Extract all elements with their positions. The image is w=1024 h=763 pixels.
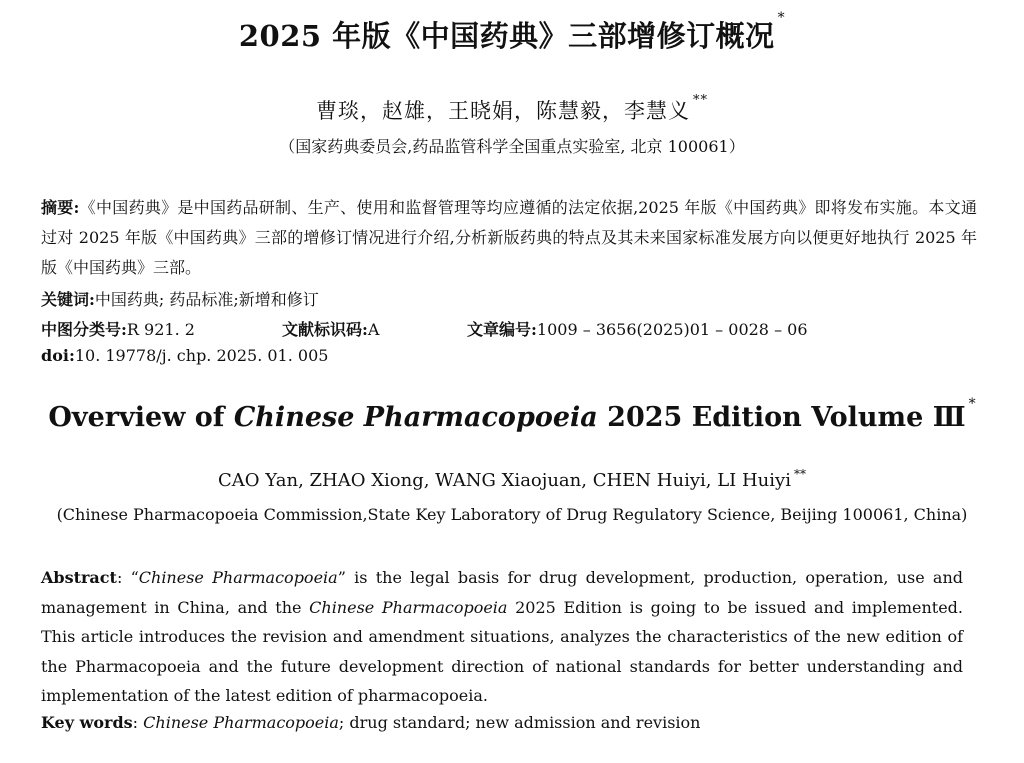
chinese-title-footnote-mark: *: [777, 10, 786, 26]
english-abstract-text-2: 2025 Edition is going to be issued and implemented. This article introduces the revision and amendment situations, analyzes the characteristics of the new edition of the Pharmacopoeia and the future development direction of national standards for better understanding and implementation of the latest edition of pharmacopoeia.: [41, 597, 964, 705]
chinese-affiliation: （国家药典委员会,药品监管科学全国重点实验室, 北京 100061）: [279, 137, 745, 156]
article-number: [467, 317, 808, 340]
english-keywords-text: ; drug standard; new admission and revision: [338, 713, 701, 732]
english-abstract-label: Abstract: [41, 568, 117, 587]
english-title: [0, 396, 1024, 433]
chinese-title-text: 2025 年版《中国药典》三部增修订概况: [238, 19, 775, 53]
english-authors-text: CAO Yan, ZHAO Xiong, WANG Xiaojuan, CHEN Huiyi, LI Huiyi: [218, 470, 791, 491]
document-code-label: 文献标识码:: [282, 320, 368, 339]
chinese-authors-footnote-mark: **: [693, 93, 708, 108]
doi-value: 10. 19778/j. chp. 2025. 01. 005: [74, 346, 329, 365]
english-abstract-sep: : “: [116, 568, 139, 587]
document-code: [282, 317, 379, 340]
document-code-value: A: [367, 320, 380, 339]
clc-number: [41, 317, 195, 340]
english-abstract-italic-1: Chinese Pharmacopoeia: [138, 568, 338, 587]
english-title-footnote-mark: *: [968, 396, 976, 412]
clc-label: 中图分类号:: [41, 320, 127, 339]
chinese-title: [0, 10, 1024, 55]
english-authors-footnote-mark: **: [793, 467, 806, 481]
chinese-authors-text: 曹琰，赵雄，王晓娟，陈慧毅，李慧义: [316, 99, 690, 123]
english-affiliation: (Chinese Pharmacopoeia Commission,State Key Laboratory of Drug Regulatory Science, Beijing 100061, China): [56, 505, 968, 524]
chinese-abstract-label: 摘要:: [41, 198, 80, 217]
chinese-authors: [0, 95, 1024, 125]
chinese-keywords-label: 关键词:: [41, 290, 95, 309]
clc-value: R 921. 2: [126, 320, 195, 339]
chinese-abstract-text: 《中国药典》是中国药品研制、生产、使用和监督管理等均应遵循的法定依据,2025 年版《中国药典》即将发布实施。本文通过对 2025 年版《中国药典》三部的增修订情况进行介绍,分析新版药典的特点及其未来国家标准发展方向以便更好地执行 2025 年版《中国药典》三部。: [41, 198, 977, 277]
english-keywords-italic: Chinese Pharmacopoeia: [143, 713, 339, 732]
chinese-keywords-text: 中国药典; 药品标准;新增和修订: [94, 290, 319, 309]
english-abstract: [41, 563, 963, 711]
doi-label: doi:: [41, 346, 75, 365]
english-keywords: [41, 713, 700, 732]
english-title-pre: Overview of: [48, 402, 234, 433]
chinese-abstract: [41, 193, 977, 283]
english-abstract-text-1: ” is the legal basis for drug development, production, operation, use and management in China, and the: [41, 568, 964, 617]
chinese-keywords: [41, 287, 319, 310]
english-title-post: 2025 Edition Volume Ⅲ: [597, 402, 966, 433]
english-title-italic: Chinese Pharmacopoeia: [233, 402, 598, 433]
english-keywords-label: Key words: [41, 713, 133, 732]
english-authors: [0, 467, 1024, 491]
doi-line: [41, 346, 328, 365]
english-keywords-sep: :: [132, 713, 144, 732]
article-number-value: 1009 – 3656(2025)01 – 0028 – 06: [536, 320, 808, 339]
english-abstract-italic-2: Chinese Pharmacopoeia: [309, 597, 508, 617]
article-number-label: 文章编号:: [467, 320, 537, 339]
